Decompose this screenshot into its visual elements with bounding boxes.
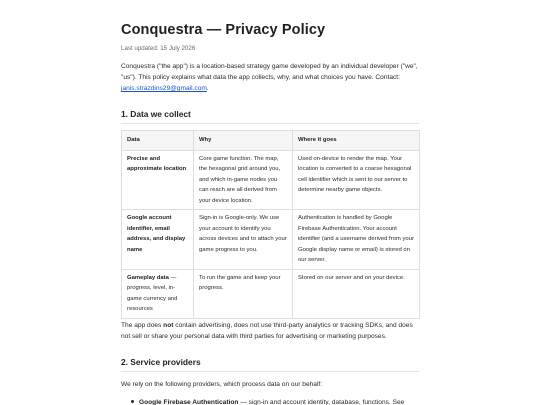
table-cell-why: To run the game and keep your progress.	[194, 269, 293, 318]
page-title: Conquestra — Privacy Policy	[121, 22, 326, 38]
no-ads-text-end: contain advertising, does not use third-party analytics or tracking SDKs, and does not sell or share your personal data with third parties for advertising or marketing purposes.	[121, 322, 413, 341]
table-cell-data	[122, 210, 194, 270]
provider-description: — sign-in and account identity, database, functions. See	[238, 399, 405, 405]
column-header-why: Why	[194, 131, 293, 151]
table-cell-data	[122, 269, 194, 318]
data-type-label: Gameplay data	[127, 274, 169, 281]
column-header-data: Data	[122, 131, 194, 151]
data-type-label: Precise and approximate location	[127, 155, 187, 172]
list-item	[131, 397, 419, 405]
no-ads-emphasis: not	[163, 322, 174, 329]
no-ads-statement	[121, 320, 419, 342]
table-header-row	[122, 131, 420, 151]
intro-text: Conquestra ("the app") is a location-based strategy game developed by an individual developer ("we", "us"). This policy explains what data the app collects, why, and what choices you have. Contact:	[121, 63, 418, 82]
table-cell-data	[122, 150, 194, 210]
data-type-note: — progress, level, in-game currency and resources	[127, 274, 178, 312]
intro-paragraph	[121, 61, 419, 95]
contact-email-link[interactable]: janis.strazdins29@gmail.com	[121, 85, 207, 93]
section-divider	[121, 371, 419, 372]
table-cell-why: Sign-in is Google-only. We use your account to identify you across devices and to attach your game progress to you.	[194, 210, 293, 270]
table-row	[122, 150, 420, 210]
table-cell-where: Authentication is handled by Google Firebase Authentication. Your account identifier (and a username derived from your Google display name or email) is stored on our server.	[293, 210, 420, 270]
last-updated-date: Last updated: 15 July 2026	[121, 45, 196, 52]
table-cell-where: Stored on our server and on your device.	[293, 269, 420, 318]
no-ads-text-start: The app does	[121, 322, 164, 329]
section-heading-service-providers: 2. Service providers	[121, 357, 201, 367]
providers-intro: We rely on the following providers, which process data on our behalf:	[121, 381, 323, 388]
intro-end: .	[206, 85, 209, 93]
table-cell-where: Used on-device to render the map. Your location is converted to a coarse hexagonal cell identifier which is sent to our server to determine nearby game objects.	[293, 150, 420, 210]
bullet-icon	[131, 400, 134, 403]
data-type-label: Google account identifier, email address, and display name	[127, 215, 186, 253]
provider-name: Google Firebase Authentication	[139, 399, 239, 405]
data-collection-table	[121, 130, 420, 319]
section-heading-data-we-collect: 1. Data we collect	[121, 109, 191, 119]
section-divider	[121, 123, 419, 124]
table-cell-why: Core game function. The map, the hexagonal grid around you, and which in-game nodes you can reach are all derived from your device location.	[194, 150, 293, 210]
table-row	[122, 269, 420, 318]
column-header-where: Where it goes	[293, 131, 420, 151]
table-row	[122, 210, 420, 270]
